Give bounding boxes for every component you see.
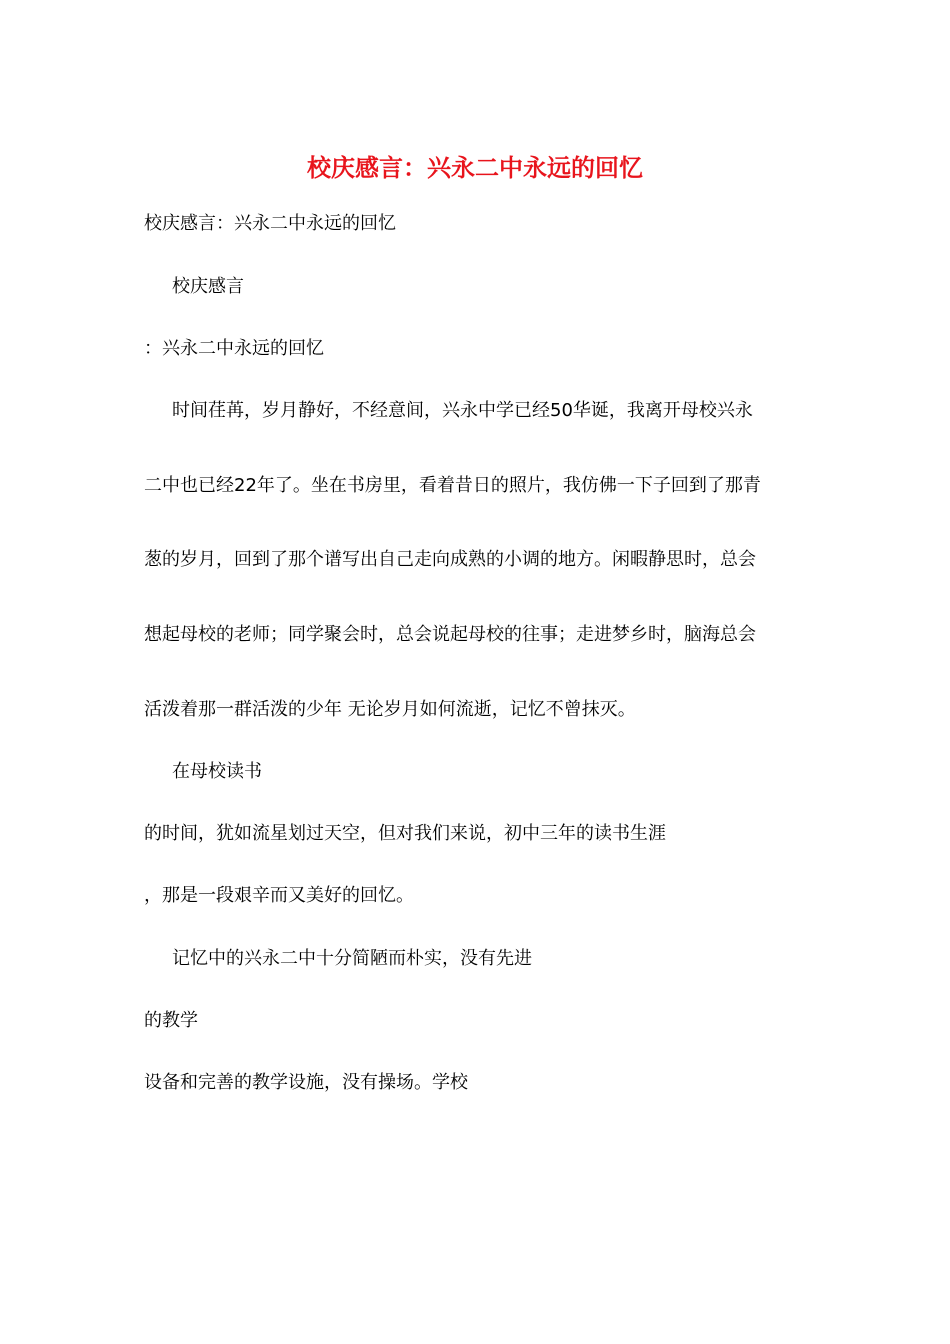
paragraph-line: 的时间，犹如流星划过天空，但对我们来说，初中三年的读书生涯: [144, 823, 666, 844]
document-title: 校庆感言：兴永二中永远的回忆: [307, 153, 643, 182]
paragraph-line: 设备和完善的教学设施，没有操场。学校: [144, 1072, 468, 1093]
paragraph-line: 二中也已经22年了。坐在书房里，看着昔日的照片，我仿佛一下子回到了那青: [144, 475, 761, 496]
paragraph-line: 校庆感言: [172, 276, 244, 297]
paragraph-line: 记忆中的兴永二中十分简陋而朴实，没有先进: [172, 948, 532, 969]
paragraph-line: 校庆感言：兴永二中永远的回忆: [144, 213, 396, 234]
paragraph-line: 时间荏苒，岁月静好，不经意间，兴永中学已经50华诞，我离开母校兴永: [172, 400, 753, 421]
paragraph-line: 在母校读书: [172, 761, 262, 782]
paragraph-line: ：兴永二中永远的回忆: [144, 338, 324, 359]
paragraph-line: ，那是一段艰辛而又美好的回忆。: [144, 885, 414, 906]
paragraph-line: 的教学: [144, 1010, 198, 1031]
paragraph-line: 想起母校的老师；同学聚会时，总会说起母校的往事；走进梦乡时，脑海总会: [144, 624, 756, 645]
paragraph-line: 活泼着那一群活泼的少年 无论岁月如何流逝，记忆不曾抹灭。: [144, 699, 636, 720]
paragraph-line: 葱的岁月，回到了那个谱写出自己走向成熟的小调的地方。闲暇静思时，总会: [144, 549, 756, 570]
